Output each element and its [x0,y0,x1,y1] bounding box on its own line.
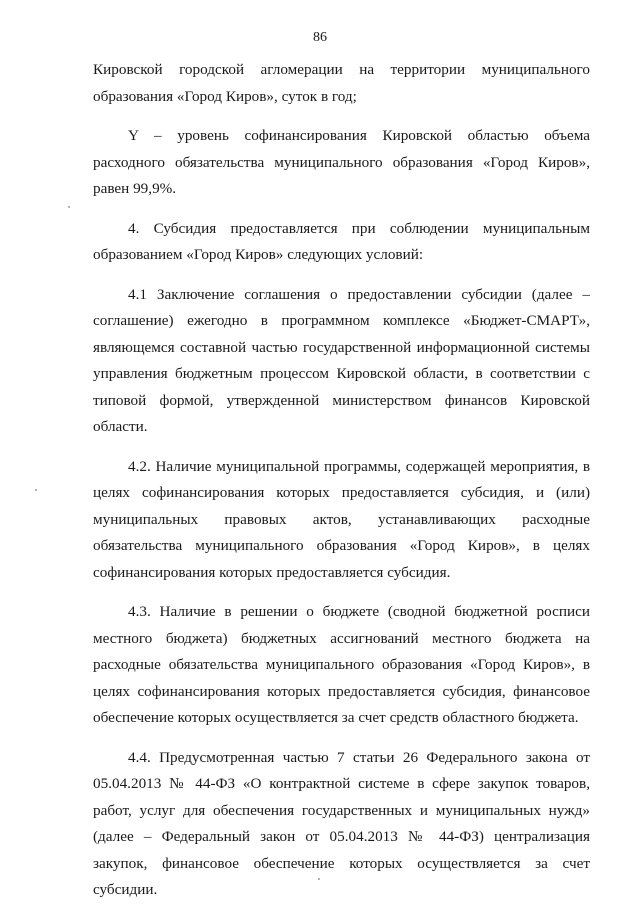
paragraph-4-conditions: 4. Субсидия предоставляется при соблюдении муниципальным образованием «Город Киров» следующих условий: [93,219,590,263]
paragraph-y-definition: Y – уровень софинансирования Кировской областью объема расходного обязательства муниципального образования «Город Киров», равен 99,9%. [93,127,590,197]
scan-speck [68,206,70,208]
paragraph-4-4: 4.4. Предусмотренная частью 7 статьи 26 Федерального закона от 05.04.2013 № 44-ФЗ «О контрактной системе в сфере закупок товаров, работ, услуг для обеспечения государственных и муниципальных нужд» (далее – Федеральный закон от 05.04.2013 № 44-ФЗ) централизация закупок, финансовое обеспечение которых осуществляется за счет субсидии. [93,748,590,898]
paragraph-4-2: 4.2. Наличие муниципальной программы, содержащей мероприятия, в целях софинансирования которых предоставляется субсидия, и (или) муниципальных правовых актов, устанавливающих расходные обязательства муниципального образования «Город Киров», в целях софинансирования которых предоставляется субсидия. [93,457,590,581]
document-body [93,57,590,904]
paragraph-4-3: 4.3. Наличие в решении о бюджете (сводной бюджетной росписи местного бюджета) бюджетных ассигнований местного бюджета на расходные обязательства муниципального образования «Город Киров», в целях софинансирования которых предоставляется субсидия, финансовое обеспечение которых осуществляется за счет средств областного бюджета. [93,603,590,726]
scan-speck [35,489,37,491]
page-number: 86 [313,30,327,45]
scan-speck [318,878,320,880]
paragraph-continuation: Кировской городской агломерации на территории муниципального образования «Город Киров», суток в год; [93,61,590,105]
paragraph-4-1: 4.1 Заключение соглашения о предоставлении субсидии (далее – соглашение) ежегодно в программном комплексе «Бюджет-СМАРТ», являющемся составной частью государственной информационной системы управления бюджетным процессом Кировской области, в соответствии с типовой формой, утвержденной министерством финансов Кировской области. [93,285,590,435]
